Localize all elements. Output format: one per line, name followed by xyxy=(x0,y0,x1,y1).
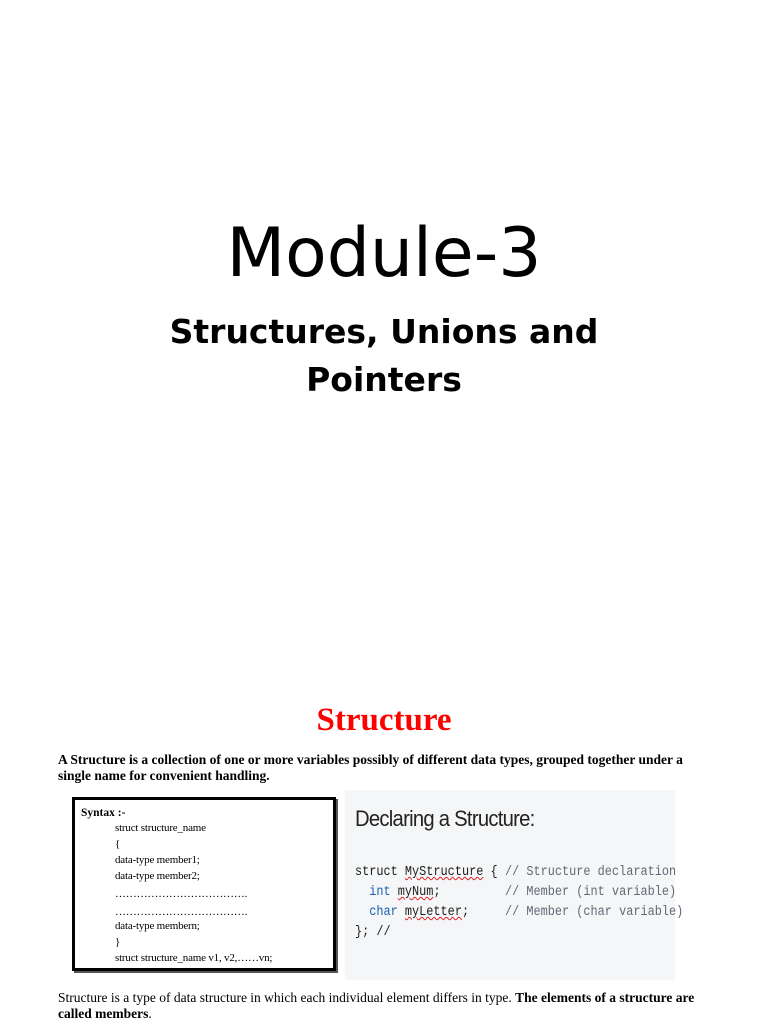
code-identifier: MyStructure xyxy=(404,865,484,880)
structure-definition: A Structure is a collection of one or more variables possibly of different data types, grouped together under a single name for convenient handling. xyxy=(58,752,683,783)
code-comment: // Structure declaration xyxy=(505,865,677,880)
syntax-line: data-type member2; xyxy=(115,870,200,882)
syntax-line: data-type membern; xyxy=(115,920,200,932)
syntax-line: data-type member1; xyxy=(115,854,200,866)
syntax-line: ………………………………. xyxy=(115,888,248,900)
module-subtitle xyxy=(0,308,768,404)
code-keyword: int xyxy=(369,885,391,900)
structure-description xyxy=(58,990,708,1022)
code-identifier: myNum xyxy=(397,885,434,900)
code-text xyxy=(355,905,369,920)
code-text: { xyxy=(483,865,498,880)
declaring-title: Declaring a Structure: xyxy=(355,806,535,831)
code-line xyxy=(355,904,469,922)
section-heading: Structure xyxy=(316,702,452,738)
syntax-box xyxy=(72,797,336,971)
syntax-line: struct structure_name xyxy=(115,822,206,834)
syntax-line: ………………………………. xyxy=(115,906,248,918)
code-comment: // Member (char variable) xyxy=(505,905,684,920)
subtitle-line-1: Structures, Unions and xyxy=(169,312,599,351)
code-text: }; // xyxy=(355,925,391,940)
code-comment: // Member (int variable) xyxy=(505,885,677,900)
syntax-line: { xyxy=(115,838,121,850)
syntax-line: } xyxy=(115,936,121,948)
subtitle-line-2: Pointers xyxy=(306,360,462,399)
code-line xyxy=(355,864,498,882)
code-text: ; xyxy=(433,885,441,900)
declaring-structure-panel xyxy=(345,790,684,980)
code-text xyxy=(355,885,369,900)
footer-bold-text: The elements of a structure are called members xyxy=(58,990,695,1021)
code-identifier: myLetter xyxy=(404,905,462,920)
code-line xyxy=(355,884,441,902)
syntax-label: Syntax :- xyxy=(81,807,126,819)
code-keyword: char xyxy=(369,905,398,920)
syntax-line: struct structure_name v1, v2,……vn; xyxy=(115,952,273,964)
code-line xyxy=(355,924,391,942)
code-text: struct xyxy=(355,865,405,880)
footer-end: . xyxy=(148,1006,152,1021)
code-text: ; xyxy=(461,905,470,920)
module-title: Module-3 xyxy=(226,214,542,293)
footer-text: Structure is a type of data structure in which each individual element differs in type. xyxy=(58,990,516,1005)
